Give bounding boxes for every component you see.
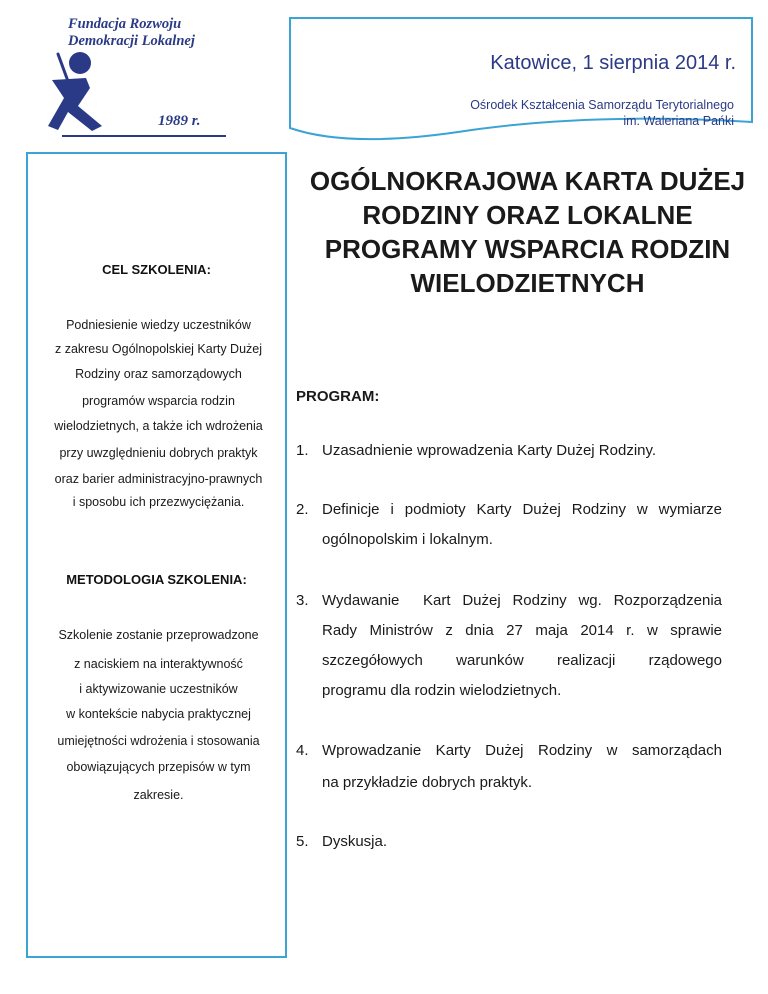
logo-divider [62, 135, 226, 137]
method-line: z naciskiem na interaktywność [74, 657, 243, 671]
running-person-icon [38, 48, 118, 138]
method-line: Szkolenie zostanie przeprowadzone [58, 628, 259, 642]
method-line: zakresie. [133, 788, 184, 802]
program-item-line: Wydawanie Kart Dużej Rodziny wg. Rozporządzenia [322, 592, 722, 609]
method-line: obowiązujących przepisów w tym [66, 760, 251, 774]
goal-line: programów wsparcia rodzin [82, 394, 235, 408]
program-item-line: szczegółowych warunków realizacji rządowego [322, 652, 722, 669]
goal-line: wielodzietnych, a także ich wdrożenia [54, 419, 263, 433]
program-item-number: 4. [296, 742, 309, 759]
program-heading: PROGRAM: [296, 388, 380, 405]
program-item-line: programu dla rodzin wielodzietnych. [322, 682, 562, 699]
goal-line: Podniesienie wiedzy uczestników [66, 318, 251, 332]
sidebar-box [26, 152, 287, 958]
method-heading: METODOLOGIA SZKOLENIA: [66, 572, 247, 587]
program-item-line: Uzasadnienie wprowadzenia Karty Dużej Rodziny. [322, 442, 657, 459]
institution-line-2: im. Waleriana Pańki [623, 114, 734, 128]
program-item-number: 5. [296, 833, 309, 850]
program-item-number: 3. [296, 592, 309, 609]
header-box [288, 16, 754, 146]
goal-line: przy uwzględnieniu dobrych praktyk [59, 446, 258, 460]
goal-line: i sposobu ich przezwyciężania. [72, 495, 245, 509]
title-line: RODZINY ORAZ LOKALNE [362, 200, 693, 230]
logo-org-name [68, 16, 268, 50]
logo-org-line-1: Fundacja Rozwoju [68, 16, 182, 32]
program-item-number: 2. [296, 501, 309, 518]
method-line: umiejętności wdrożenia i stosowania [57, 734, 260, 748]
method-line: w kontekście nabycia praktycznej [66, 707, 251, 721]
institution-line-1: Ośrodek Kształcenia Samorządu Terytorialnego [470, 98, 734, 112]
page-title [295, 164, 760, 300]
logo-org-line-2: Demokracji Lokalnej [68, 33, 195, 49]
goal-line: Rodziny oraz samorządowych [75, 367, 242, 381]
header-date: Katowice, 1 sierpnia 2014 r. [490, 52, 736, 74]
program-item-line: Wprowadzanie Karty Dużej Rodziny w samorządach [322, 742, 722, 759]
method-line: i aktywizowanie uczestników [79, 682, 238, 696]
goal-line: oraz barier administracyjno-prawnych [54, 472, 263, 486]
program-item-line: ogólnopolskim i lokalnym. [322, 531, 493, 548]
program-item-line: Definicje i podmioty Karty Dużej Rodziny w wymiarze [322, 501, 722, 518]
goal-heading: CEL SZKOLENIA: [102, 262, 211, 277]
goal-line: z zakresu Ogólnopolskiej Karty Dużej [54, 342, 263, 356]
title-line: PROGRAMY WSPARCIA RODZIN [324, 234, 731, 264]
program-item-line: na przykładzie dobrych praktyk. [322, 774, 533, 791]
program-item-line: Dyskusja. [322, 833, 388, 850]
program-item-line: Rady Ministrów z dnia 27 maja 2014 r. w sprawie [322, 622, 722, 639]
title-line: OGÓLNOKRAJOWA KARTA DUŻEJ [309, 166, 746, 196]
program-item-number: 1. [296, 442, 309, 459]
logo-year: 1989 r. [158, 113, 201, 129]
title-line: WIELODZIETNYCH [410, 268, 645, 298]
